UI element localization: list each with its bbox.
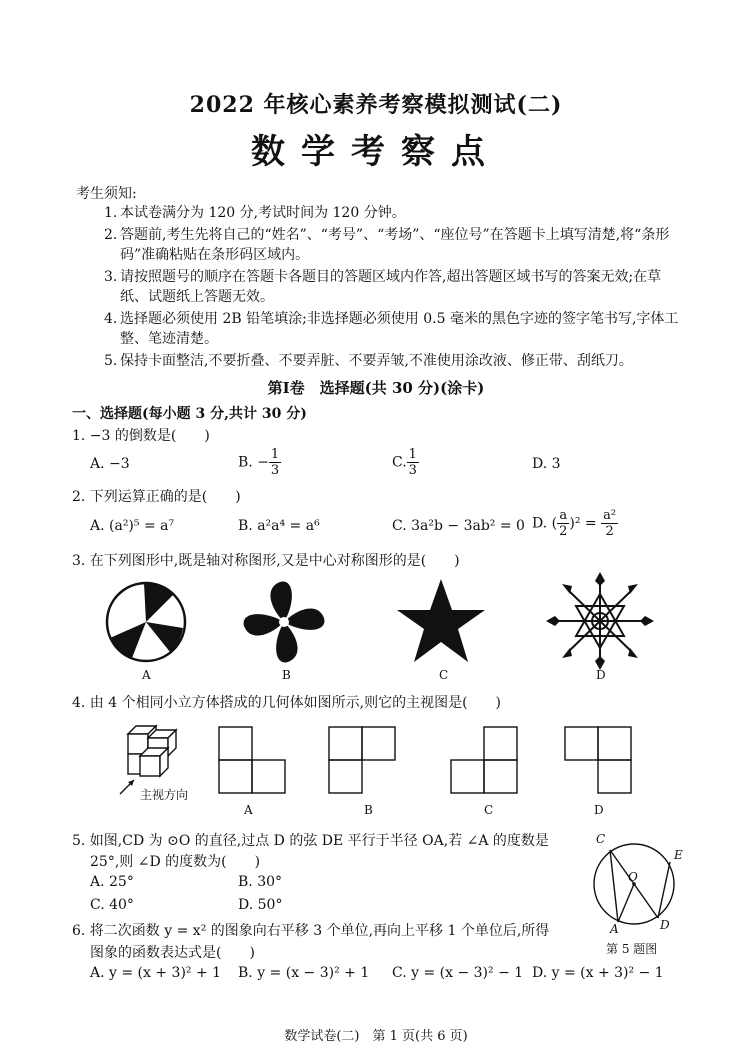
notice-item: 4. 选择题必须使用 2B 铅笔填涂;非选择题必须使用 0.5 毫米的黑色字迹的签字笔书写,字体工整、笔迹清楚。 — [104, 311, 679, 347]
q3-label-a: A — [142, 668, 151, 682]
q3-figure-a — [104, 580, 188, 664]
q6-stem-line1: 6. 将二次函数 y = x² 的图象向右平移 3 个单位,再向上平移 1 个单位后,所得 — [72, 923, 550, 939]
q4-label-c: C — [484, 803, 494, 817]
exam-title: 2022 年核心素养考察模拟测试(二) — [189, 92, 563, 118]
q4-label-d: D — [594, 803, 604, 817]
q5-stem-line2: 25°,则 ∠D 的度数为( ) — [90, 854, 261, 870]
q4-option-a-figure — [218, 726, 286, 794]
q2-option-b: B. a²a⁴ = a⁶ — [238, 518, 320, 534]
q5-point-c: C — [596, 832, 606, 846]
q1-option-d: D. 3 — [532, 456, 561, 472]
q5-point-d: D — [660, 918, 670, 932]
q5-option-d: D. 50° — [238, 897, 283, 913]
notice-item: 3. 请按照题号的顺序在答题卡各题目的答题区域内作答,超出答题区域书写的答案无效;在草纸、试题纸上答题无效。 — [104, 269, 662, 305]
q4-option-b-figure — [328, 726, 396, 794]
notice-label: 考生须知: — [76, 186, 137, 202]
q4-option-d-figure — [564, 726, 632, 794]
q1-option-b: B. − $\frac{1}{3}$ — [238, 447, 280, 478]
q3-figure-b — [240, 578, 328, 666]
q3-label-c: C — [439, 668, 449, 682]
q4-label-b: B — [364, 803, 373, 817]
notice-item: 1. 本试卷满分为 120 分,考试时间为 120 分钟。 — [104, 205, 406, 221]
q2-option-c: C. 3a²b − 3ab² = 0 — [392, 518, 525, 534]
q6-option-d: D. y = (x + 3)² − 1 — [532, 965, 664, 981]
q4-view-direction-label: 主视方向 — [140, 788, 189, 802]
exam-subtitle: 数学考察点 — [251, 132, 501, 172]
part-heading: 一、选择题(每小题 3 分,共计 30 分) — [72, 406, 307, 422]
q5-option-a: A. 25° — [90, 874, 134, 890]
notice-item: 5. 保持卡面整洁,不要折叠、不要弄脏、不要弄皱,不准使用涂改液、修正带、刮纸刀。 — [104, 353, 633, 369]
q5-figure-caption: 第 5 题图 — [606, 942, 658, 956]
page-footer: 数学试卷(二) 第 1 页(共 6 页) — [284, 1029, 468, 1044]
notice-list — [104, 203, 684, 373]
q3-figure-d — [546, 572, 654, 670]
q1-option-a: A. −3 — [90, 456, 130, 472]
q6-option-a: A. y = (x + 3)² + 1 — [90, 965, 222, 981]
q5-point-e: E — [674, 848, 683, 862]
notice-item: 2. 答题前,考生先将自己的“姓名”、“考号”、“考场”、“座位号”在答题卡上填写清楚,将“条形码”准确粘贴在条形码区域内。 — [104, 227, 670, 263]
q3-figure-c — [394, 576, 488, 666]
q2-stem: 2. 下列运算正确的是( ) — [72, 489, 241, 505]
q2-option-a: A. (a²)⁵ = a⁷ — [90, 518, 175, 534]
q6-option-c: C. y = (x − 3)² − 1 — [392, 965, 524, 981]
q3-label-d: D — [596, 668, 606, 682]
q5-point-a: A — [610, 922, 619, 936]
q6-option-b: B. y = (x − 3)² + 1 — [238, 965, 370, 981]
q4-stem: 4. 由 4 个相同小立方体搭成的几何体如图所示,则它的主视图是( ) — [72, 695, 501, 711]
q1-stem: 1. −3 的倒数是( ) — [72, 428, 210, 444]
q5-point-o: O — [628, 870, 638, 884]
q3-label-b: B — [282, 668, 291, 682]
q5-option-b: B. 30° — [238, 874, 283, 890]
q5-stem-line1: 5. 如图,CD 为 ⊙O 的直径,过点 D 的弦 DE 平行于半径 OA,若 ∠A 的度数是 — [72, 833, 549, 849]
q5-option-c: C. 40° — [90, 897, 134, 913]
q6-stem-line2: 图象的函数表达式是( ) — [90, 945, 255, 961]
q2-option-d: D. ( $\frac{a}{2}$ )² = $\frac{\text{a²}}{2}$ — [532, 508, 617, 539]
q4-label-a: A — [244, 803, 253, 817]
q1-option-c: C. $\frac{1}{3}$ — [392, 447, 417, 478]
q3-stem: 3. 在下列图形中,既是轴对称图形,又是中心对称图形的是( ) — [72, 553, 460, 569]
section-heading: 第Ⅰ卷 选择题(共 30 分)(涂卡) — [267, 379, 485, 397]
q4-option-c-figure — [450, 726, 518, 794]
